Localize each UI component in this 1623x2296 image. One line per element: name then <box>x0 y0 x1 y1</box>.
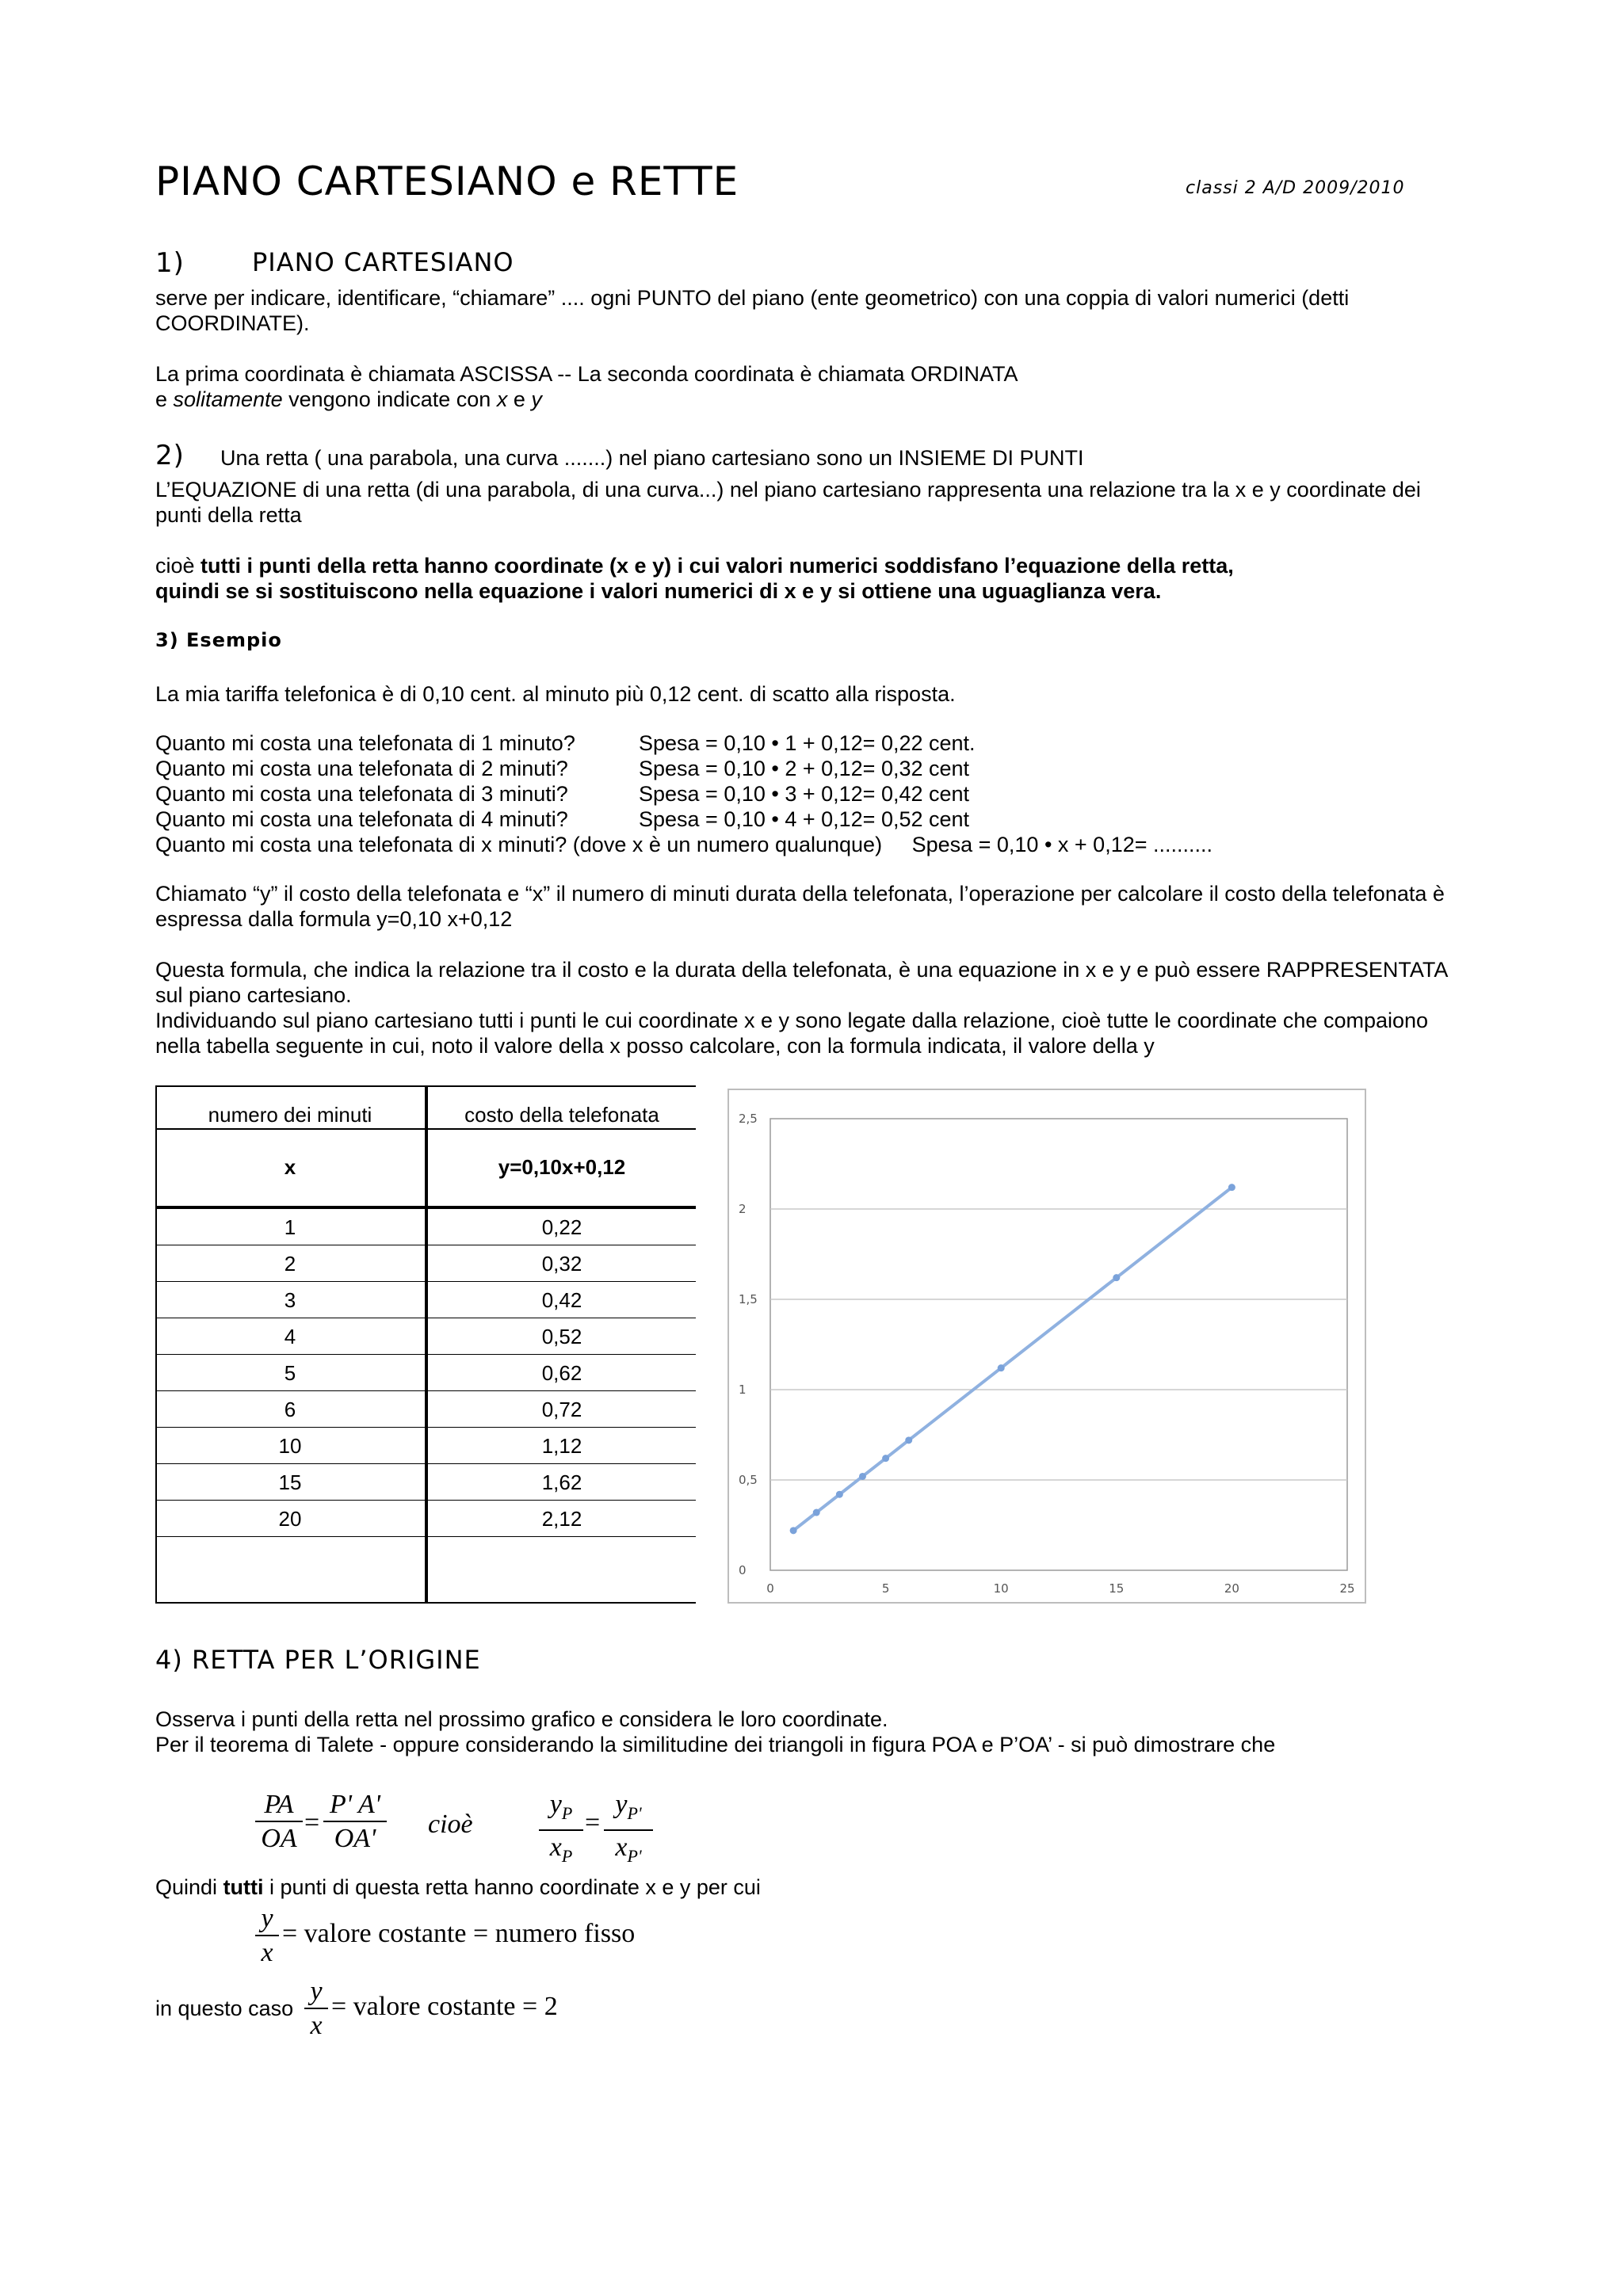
cost-answer: Spesa = 0,10 • 2 + 0,12= 0,32 cent <box>639 757 970 780</box>
table-cell-x: 1 <box>284 1215 296 1239</box>
table-header-minutes: numero dei minuti <box>208 1103 372 1127</box>
text-part: cioè <box>155 554 201 578</box>
text-part: Quindi <box>155 1875 223 1899</box>
data-point <box>836 1491 843 1498</box>
x-tick-label: 5 <box>881 1581 890 1596</box>
table-cell-y: 0,22 <box>541 1215 582 1239</box>
table-cell-y: 2,12 <box>541 1507 582 1531</box>
section-2-number: 2) <box>155 440 185 471</box>
table-cell-x: 15 <box>278 1470 302 1494</box>
chart-svg <box>729 1090 1365 1602</box>
fraction-y-x <box>255 1903 279 1970</box>
data-point <box>859 1473 866 1480</box>
x-tick-label: 0 <box>766 1581 774 1596</box>
table-row-divider <box>155 1281 696 1282</box>
table-cell-y: 0,52 <box>541 1325 582 1348</box>
fraction-numerator: P' A' <box>323 1789 387 1822</box>
section-3-representation-paragraph: Questa formula, che indica la relazione tra il costo e la durata della telefonata, è una equazione in x e y e può essere RAPPRESENTATA sul piano cartesiano. <box>155 958 1447 1007</box>
table-row-divider <box>155 1463 696 1464</box>
table-cell-x: 4 <box>284 1325 296 1348</box>
fraction-denominator: x <box>261 1938 273 1967</box>
section-2-bold-1 <box>155 553 1471 578</box>
text-italic-x: x <box>496 387 508 411</box>
data-point <box>790 1527 797 1534</box>
data-point <box>998 1364 1005 1371</box>
class-label: classi 2 A/D 2009/2010 <box>1186 178 1405 198</box>
text-part: i punti di questa retta hanno coordinate x e y per cui <box>263 1875 761 1899</box>
y-tick-label: 1 <box>739 1383 747 1397</box>
cost-question: Quanto mi costa una telefonata di 3 minuti? <box>155 782 568 806</box>
data-point <box>1113 1274 1120 1281</box>
cost-row-general: Quanto mi costa una telefonata di x minuti? (dove x è un numero qualunque) Spesa = 0,10 • x + 0,12= .......... <box>155 833 1213 856</box>
fraction-numerator <box>539 1789 583 1831</box>
page-title: PIANO CARTESIANO e RETTE <box>155 158 739 204</box>
table-cell-x: 2 <box>284 1252 296 1276</box>
fraction-pa1-oa1 <box>323 1789 387 1855</box>
section-3-intro: La mia tariffa telefonica è di 0,10 cent. al minuto più 0,12 cent. di scatto alla risposta. <box>155 682 956 706</box>
cost-question: Quanto mi costa una telefonata di 4 minuti? <box>155 807 568 831</box>
fraction-yp1-xp1 <box>604 1789 653 1873</box>
equals-sign: = <box>585 1808 601 1837</box>
y-tick-label: 0 <box>739 1563 747 1577</box>
table-cell-y: 1,62 <box>541 1470 582 1494</box>
table-row-divider <box>155 1427 696 1428</box>
section-1-coordinates-text: La prima coordinata è chiamata ASCISSA -- La seconda coordinata è chiamata ORDINATA <box>155 362 1018 386</box>
table-cell-y: 1,12 <box>541 1434 582 1458</box>
var-y: y <box>549 1790 562 1819</box>
text-bold: tutti i punti della retta hanno coordinate (x e y) i cui valori numerici soddisfano l’equazione della retta, <box>200 554 1234 578</box>
section-4-paragraph-1: Osserva i punti della retta nel prossimo grafico e considera le loro coordinate. <box>155 1707 888 1731</box>
section-3-points-paragraph: Individuando sul piano cartesiano tutti i punti le cui coordinate x e y sono legate dalla relazione, cioè tutte le coordinate che compaiono nella tabella seguente in cui, noto il valore della x posso calcolare, con la formula indicata, il valore della y <box>155 1009 1429 1058</box>
table-cell-y: 0,72 <box>541 1398 582 1421</box>
fraction-denominator: OA <box>261 1824 297 1853</box>
section-2-line: Una retta ( una parabola, una curva .......) nel piano cartesiano sono un INSIEME DI PUNTI <box>220 446 1084 470</box>
y-tick-label: 2 <box>739 1202 747 1216</box>
text-part: e <box>507 387 532 411</box>
subscript: P' <box>627 1845 642 1866</box>
text-bold: tutti <box>223 1875 264 1899</box>
y-tick-label: 0,5 <box>739 1473 758 1487</box>
text-part: e <box>155 387 174 411</box>
constant-fixed-text: = valore costante = numero fisso <box>282 1919 636 1948</box>
var-x: x <box>615 1832 628 1862</box>
section-4-quindi <box>155 1875 1471 1900</box>
series-line <box>793 1188 1232 1531</box>
table-cell-y: 0,42 <box>541 1288 582 1312</box>
table-row-divider <box>155 1390 696 1391</box>
x-tick-label: 10 <box>993 1581 1009 1596</box>
section-3-formula-paragraph: Chiamato “y” il costo della telefonata e “x” il numero di minuti durata della telefonata, l’operazione per calcolare il costo della telefonata è espressa dalla formula y=0,10 x+0,12 <box>155 882 1445 931</box>
caso-label: in questo caso <box>155 1997 294 2020</box>
table-row-divider <box>155 1500 696 1501</box>
fraction-denominator: OA' <box>334 1824 376 1853</box>
fraction-denominator <box>604 1831 653 1873</box>
text-italic-y: y <box>531 387 542 411</box>
table-header-x: x <box>284 1155 296 1179</box>
fraction-denominator: x <box>310 2011 323 2040</box>
fraction-pa-oa <box>255 1789 303 1855</box>
data-point <box>813 1509 820 1516</box>
text-part: vengono indicate con <box>282 387 497 411</box>
x-tick-label: 20 <box>1224 1581 1239 1596</box>
table-cell-x: 10 <box>278 1434 302 1458</box>
data-point <box>882 1455 889 1462</box>
fraction-denominator <box>539 1831 583 1873</box>
equals-sign: = <box>304 1808 320 1837</box>
section-2-bold-2: quindi se si sostituiscono nella equazione i valori numerici di x e y si ottiene una uguaglianza vera. <box>155 579 1162 603</box>
section-4-heading: 4) RETTA PER L’ORIGINE <box>155 1645 481 1675</box>
section-2-paragraph: L’EQUAZIONE di una retta (di una parabola, di una curva...) nel piano cartesiano rappresenta una relazione tra la x e y coordinate dei punti della retta <box>155 478 1421 527</box>
section-1-paragraph: serve per indicare, identificare, “chiamare” .... ogni PUNTO del piano (ente geometrico) con una coppia di valori numerici (detti COORDINATE). <box>155 286 1350 335</box>
line-chart <box>727 1089 1366 1604</box>
table-header-formula: y=0,10x+0,12 <box>498 1155 626 1179</box>
y-tick-label: 2,5 <box>739 1112 758 1126</box>
table-row-divider <box>155 1536 696 1537</box>
plot-area <box>770 1119 1347 1570</box>
fraction-yp-xp <box>539 1789 583 1873</box>
section-1-xy-text <box>155 387 1471 412</box>
var-y: y <box>615 1790 628 1819</box>
fraction-numerator: y <box>304 1976 328 2009</box>
subscript: P <box>561 1845 573 1866</box>
data-point <box>905 1436 912 1444</box>
section-1-heading: PIANO CARTESIANO <box>252 247 514 277</box>
section-1-number: 1) <box>155 247 185 279</box>
table-cell-x: 3 <box>284 1288 296 1312</box>
fraction-numerator: PA <box>255 1789 303 1822</box>
fraction-numerator <box>604 1789 653 1831</box>
constant-two-text: = valore costante = 2 <box>331 1992 558 2021</box>
x-tick-label: 25 <box>1339 1581 1355 1596</box>
cost-answer: Spesa = 0,10 • 3 + 0,12= 0,42 cent <box>639 782 970 806</box>
var-x: x <box>549 1832 562 1862</box>
fraction-numerator: y <box>255 1903 279 1936</box>
table-cell-y: 0,32 <box>541 1252 582 1276</box>
cioe-label: cioè <box>428 1810 473 1839</box>
data-point <box>1228 1184 1235 1191</box>
cost-question: Quanto mi costa una telefonata di 1 minuto? <box>155 731 575 755</box>
fraction-y-x-2 <box>304 1976 328 2042</box>
cost-answer: Spesa = 0,10 • 4 + 0,12= 0,52 cent <box>639 807 970 831</box>
section-3-heading: 3) Esempio <box>155 629 282 651</box>
x-tick-label: 15 <box>1109 1581 1125 1596</box>
table-cell-y: 0,62 <box>541 1361 582 1385</box>
cost-question: Quanto mi costa una telefonata di 2 minuti? <box>155 757 568 780</box>
table-cell-x: 20 <box>278 1507 302 1531</box>
subscript: P <box>561 1802 573 1823</box>
values-table <box>155 1085 696 1604</box>
text-italic: solitamente <box>173 387 283 411</box>
table-cell-x: 5 <box>284 1361 296 1385</box>
cost-answer: Spesa = 0,10 • 1 + 0,12= 0,22 cent. <box>639 731 976 755</box>
table-header-cost: costo della telefonata <box>464 1103 659 1127</box>
table-row-divider <box>155 1354 696 1355</box>
y-tick-label: 1,5 <box>739 1292 758 1306</box>
subscript: P' <box>627 1802 642 1823</box>
section-4-paragraph-2: Per il teorema di Talete - oppure considerando la similitudine dei triangoli in figura POA e P’OA’ - si può dimostrare che <box>155 1733 1276 1756</box>
table-cell-x: 6 <box>284 1398 296 1421</box>
